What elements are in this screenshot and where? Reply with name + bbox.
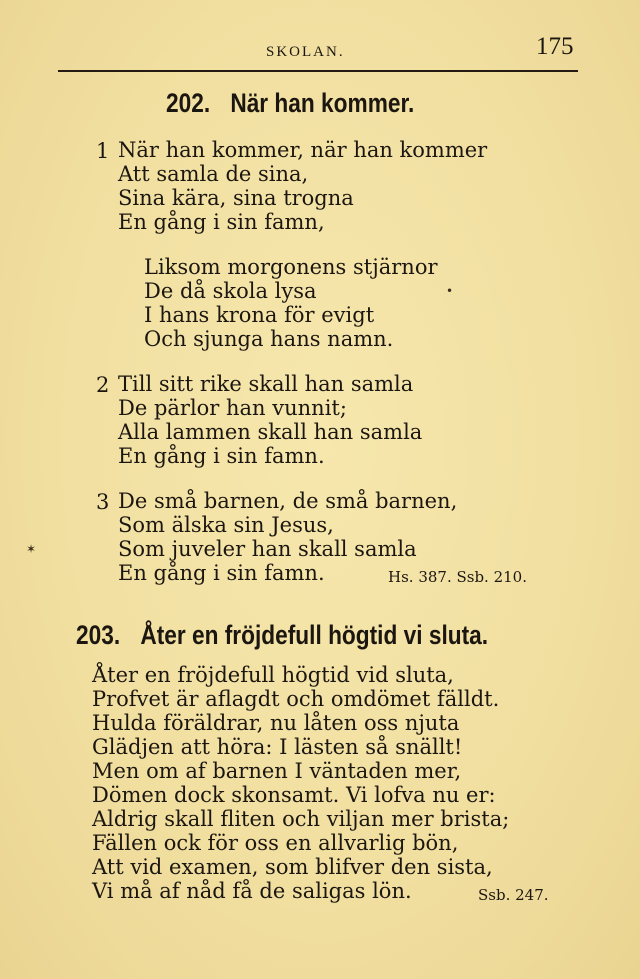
verse-line: Som juveler han skall samla <box>118 537 417 561</box>
header-rule <box>58 70 578 72</box>
page-number: 175 <box>536 33 574 60</box>
verse-line: När han kommer, när han kommer <box>118 138 488 162</box>
hymn-203-number: 203. <box>76 620 121 650</box>
verse-line: En gång i sin famn. <box>118 444 325 468</box>
verse-line: Fällen ock för oss en allvarlig bön, <box>92 831 459 855</box>
verse-line: Vi må af nåd få de saligas lön. <box>92 879 412 903</box>
verse-line: Sina kära, sina trogna <box>118 186 354 210</box>
verse-line: Glädjen att höra: I lästen så snällt! <box>92 735 463 759</box>
verse-line: En gång i sin famn. <box>118 561 325 585</box>
verse-line: Men om af barnen I väntaden mer, <box>92 759 462 783</box>
verse-line: Dömen dock skonsamt. Vi lofva nu er: <box>92 783 496 807</box>
hymn-202-title <box>166 88 414 119</box>
verse-line: Liksom morgonens stjärnor <box>144 255 438 279</box>
verse-line: Att samla de sina, <box>118 162 309 186</box>
hymn-203-title-text: Åter en fröjdefull högtid vi sluta. <box>140 620 489 650</box>
hymn-202-number: 202. <box>166 88 211 118</box>
verse-number: 3 <box>96 490 110 514</box>
verse-line: En gång i sin famn, <box>118 210 325 234</box>
verse-line: Och sjunga hans namn. <box>144 327 394 351</box>
verse-line: Att vid examen, som blifver den sista, <box>92 855 493 879</box>
page-header <box>0 0 640 80</box>
verse-line: Profvet är aflagdt och omdömet fälldt. <box>92 687 500 711</box>
verse-line: I hans krona för evigt <box>144 303 375 327</box>
verse-line: Till sitt rike skall han samla <box>118 372 414 396</box>
hymn-203-reference: Ssb. 247. <box>478 886 549 904</box>
verse-number: 2 <box>96 373 110 397</box>
verse-number: 1 <box>96 139 110 163</box>
verse-line: Åter en fröjdefull högtid vid sluta, <box>92 663 454 687</box>
verse-line: De pärlor han vunnit; <box>118 396 347 420</box>
running-head: SKOLAN. <box>266 44 345 60</box>
hymn-202-title-text: När han kommer. <box>230 88 415 118</box>
verse-line: Aldrig skall fliten och viljan mer brista; <box>92 807 510 831</box>
verse-line: Som älska sin Jesus, <box>118 513 334 537</box>
ink-speck: ✶ <box>26 542 37 556</box>
verse-line: De då skola lysa <box>144 279 317 303</box>
hymn-202-reference: Hs. 387. Ssb. 210. <box>388 568 527 586</box>
hymn-203-title <box>76 620 488 651</box>
ink-speck: • <box>446 284 454 298</box>
verse-line: Hulda föräldrar, nu låten oss njuta <box>92 711 460 735</box>
verse-line: Alla lammen skall han samla <box>118 420 423 444</box>
verse-line: De små barnen, de små barnen, <box>118 489 458 513</box>
